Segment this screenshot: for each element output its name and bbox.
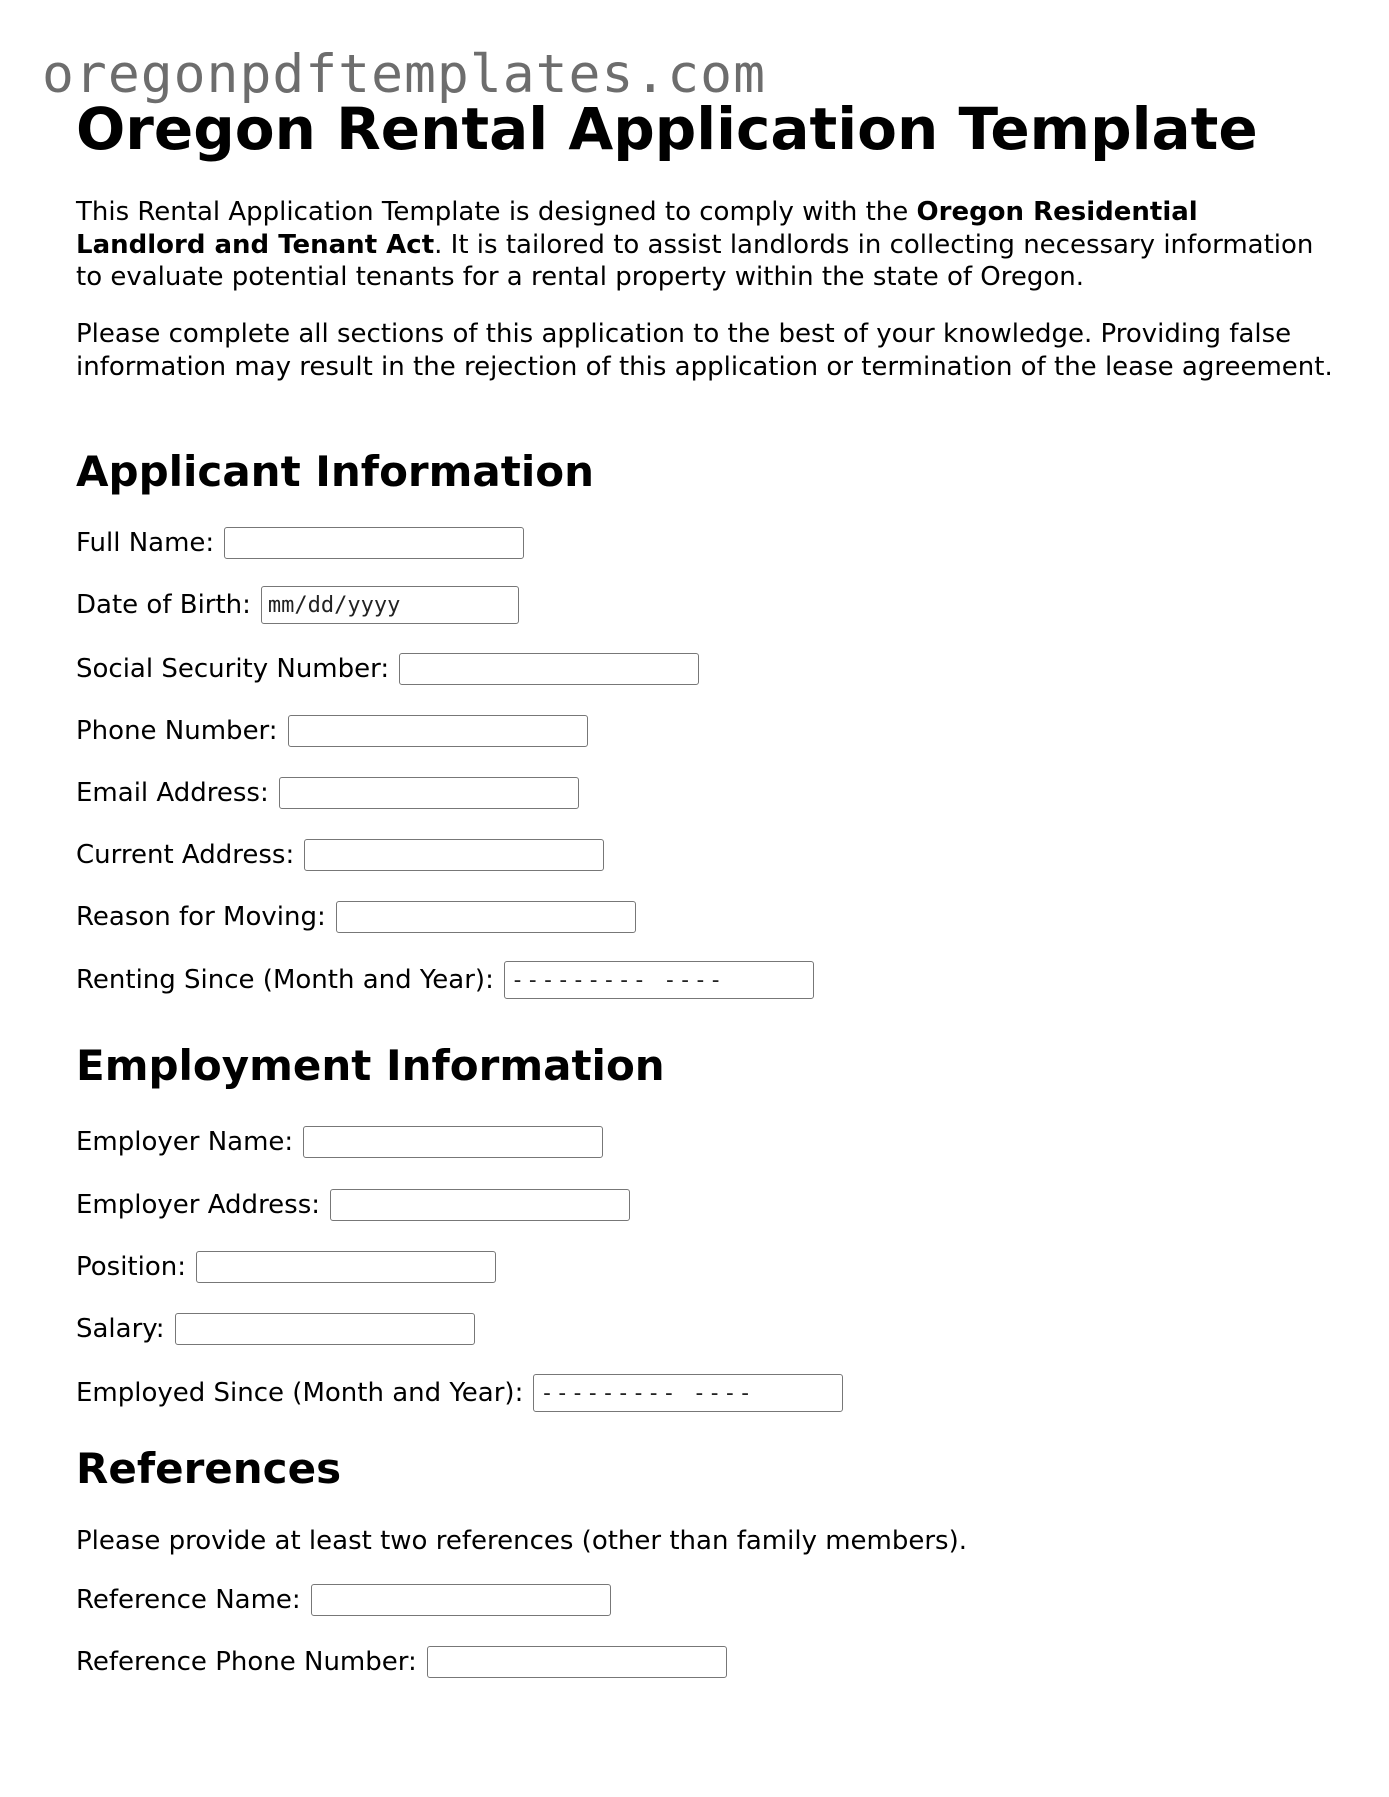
full-name-input[interactable] <box>224 527 524 559</box>
renting-since-row <box>76 960 814 1000</box>
intro-text-end: . It is tailored to assist landlords in collecting necessary information to evaluate potential tenants for a rental property within the state of Oregon. <box>76 229 1314 292</box>
section-heading-applicant: Applicant Information <box>76 447 594 496</box>
ssn-label: Social Security Number: <box>76 654 390 684</box>
section-heading-references: References <box>76 1444 342 1493</box>
page-title: Oregon Rental Application Template <box>76 95 1258 163</box>
salary-label: Salary: <box>76 1314 165 1344</box>
date-of-birth-row <box>76 585 519 625</box>
date-of-birth-label: Date of Birth: <box>76 590 251 620</box>
reference-phone-label: Reference Phone Number: <box>76 1647 417 1677</box>
employed-since-row <box>76 1373 843 1413</box>
employer-address-row <box>76 1185 630 1225</box>
employer-name-input[interactable] <box>303 1126 603 1158</box>
employer-address-label: Employer Address: <box>76 1190 321 1220</box>
reference-phone-row <box>76 1642 727 1682</box>
renting-since-input[interactable] <box>504 961 814 999</box>
position-input[interactable] <box>196 1251 496 1283</box>
current-address-label: Current Address: <box>76 840 295 870</box>
ssn-row <box>76 649 699 689</box>
employer-address-input[interactable] <box>330 1189 630 1221</box>
position-row <box>76 1247 496 1287</box>
reference-name-label: Reference Name: <box>76 1585 301 1615</box>
act-name: Oregon Residential Landlord and Tenant Act <box>76 197 1198 260</box>
reason-for-moving-row <box>76 897 636 937</box>
email-label: Email Address: <box>76 778 269 808</box>
salary-row <box>76 1309 475 1349</box>
employed-since-input[interactable] <box>533 1374 843 1412</box>
reference-name-input[interactable] <box>311 1584 611 1616</box>
intro-paragraph <box>76 196 1336 294</box>
full-name-label: Full Name: <box>76 528 215 558</box>
phone-row <box>76 711 588 751</box>
employer-name-label: Employer Name: <box>76 1127 294 1157</box>
employed-since-label: Employed Since (Month and Year): <box>76 1378 524 1408</box>
employer-name-row <box>76 1122 603 1162</box>
section-heading-employment: Employment Information <box>76 1041 665 1090</box>
reason-for-moving-label: Reason for Moving: <box>76 902 326 932</box>
email-input[interactable] <box>279 777 579 809</box>
renting-since-label: Renting Since (Month and Year): <box>76 965 494 995</box>
references-note: Please provide at least two references (other than family members). <box>76 1526 968 1556</box>
current-address-input[interactable] <box>304 839 604 871</box>
email-row <box>76 773 579 813</box>
intro-text-start: This Rental Application Template is designed to comply with the <box>76 197 917 227</box>
position-label: Position: <box>76 1252 186 1282</box>
phone-label: Phone Number: <box>76 716 278 746</box>
reason-for-moving-input[interactable] <box>336 901 636 933</box>
reference-phone-input[interactable] <box>427 1646 727 1678</box>
reference-name-row <box>76 1580 611 1620</box>
ssn-input[interactable] <box>399 653 699 685</box>
salary-input[interactable] <box>175 1313 475 1345</box>
date-of-birth-input[interactable] <box>261 586 519 624</box>
instructions-paragraph: Please complete all sections of this application to the best of your knowledge. Providing false information may result in the rejection of this application or termination of the lease agreement. <box>76 319 1333 382</box>
current-address-row <box>76 835 604 875</box>
site-watermark: oregonpdftemplates.com <box>42 44 766 105</box>
full-name-row <box>76 523 524 563</box>
phone-input[interactable] <box>288 715 588 747</box>
